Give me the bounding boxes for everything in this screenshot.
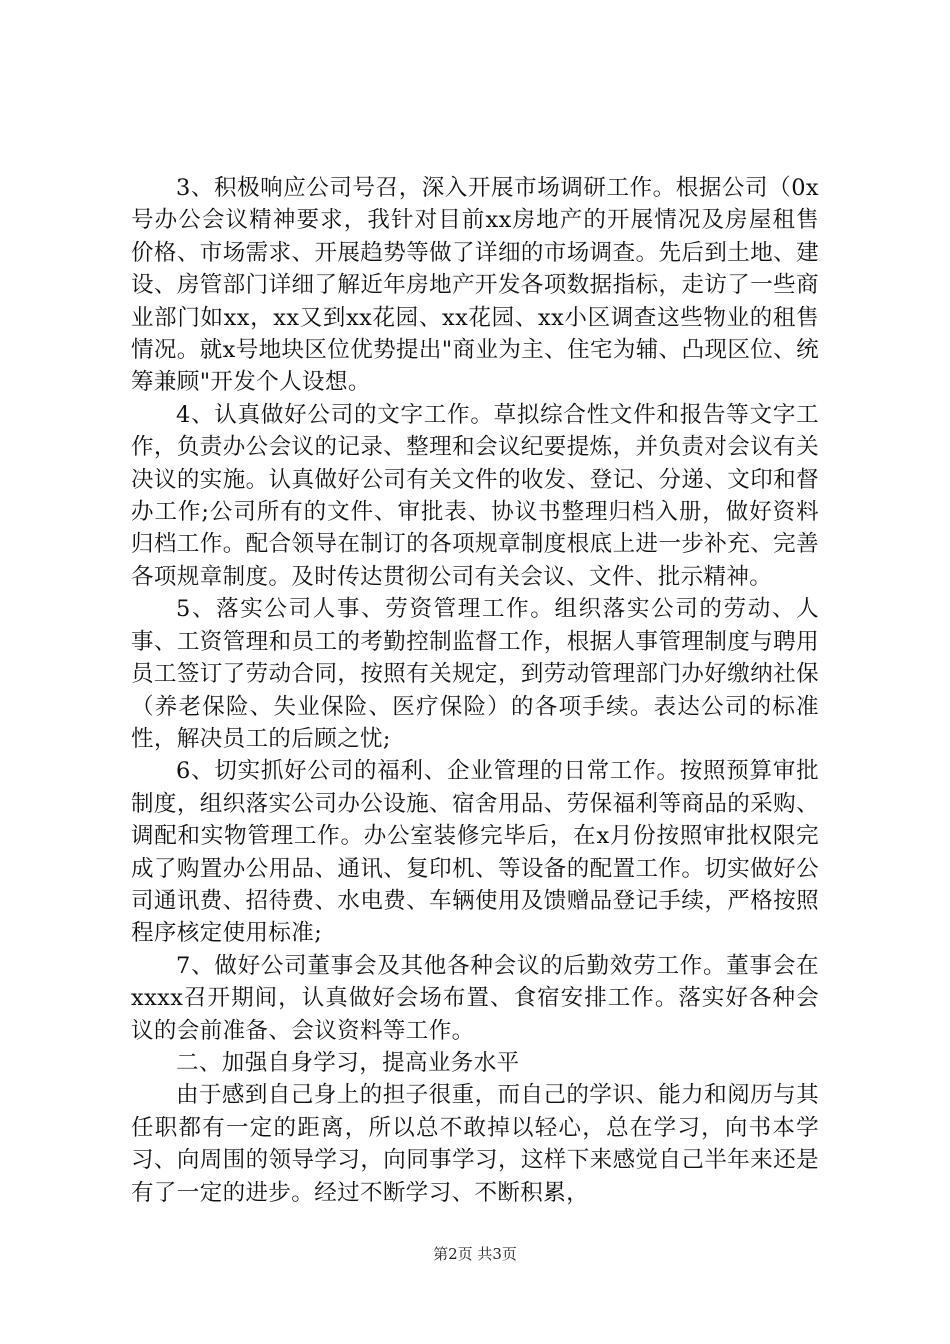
paragraph-item-4: 4、认真做好公司的文字工作。草拟综合性文件和报告等文字工作，负责办公会议的记录、整理和会议纪要提炼，并负责对会议有关决议的实施。认真做好公司有关文件的收发、登记、分递、文印和督办工作;公司所有的文件、审批表、协议书整理归档入册，做好资料归档工作。配合领导在制订的各项规章制度根底上进一步补充、完善各项规章制度。及时传达贯彻公司有关会议、文件、批示精神。: [131, 401, 819, 590]
page-number-footer: 第2页 共3页: [433, 1245, 517, 1263]
closing-paragraph: 由于感到自己身上的担子很重，而自己的学识、能力和阅历与其任职都有一定的距离，所以总不敢掉以轻心，总在学习，向书本学习、向周围的领导学习，向同事学习，这样下来感觉自己半年来还是有了一定的进步。经过不断学习、不断积累，: [131, 1082, 819, 1206]
paragraph-item-5: 5、落实公司人事、劳资管理工作。组织落实公司的劳动、人事、工资管理和员工的考勤控制监督工作，根据人事管理制度与聘用员工签订了劳动合同，按照有关规定，到劳动管理部门办好缴纳社保（养老保险、失业保险、医疗保险）的各项手续。表达公司的标准性，解决员工的后顾之忧;: [131, 596, 819, 752]
paragraph-item-3: 3、积极响应公司号召，深入开展市场调研工作。根据公司（0x号办公会议精神要求，我针对目前xx房地产的开展情况及房屋租售价格、市场需求、开展趋势等做了详细的市场调查。先后到土地、建设、房管部门详细了解近年房地产开发各项数据指标，走访了一些商业部门如xx，xx又到xx花园、xx花园、xx小区调查这些物业的租售情况。就x号地块区位优势提出"商业为主、住宅为辅、凸现区位、统筹兼顾"开发个人设想。: [131, 175, 819, 396]
paragraph-item-7: 7、做好公司董事会及其他各种会议的后勤效劳工作。董事会在xxxx召开期间，认真做好会场布置、食宿安排工作。落实好各种会议的会前准备、会议资料等工作。: [131, 952, 819, 1044]
section-heading: 二、加强自身学习，提高业务水平: [176, 1049, 520, 1076]
paragraph-item-6: 6、切实抓好公司的福利、企业管理的日常工作。按照预算审批制度，组织落实公司办公设施、宿舍用品、劳保福利等商品的采购、调配和实物管理工作。办公室装修完毕后，在x月份按照审批权限完成了购置办公用品、通讯、复印机、等设备的配置工作。切实做好公司通讯费、招待费、水电费、车辆使用及馈赠品登记手续，严格按照程序核定使用标准;: [131, 758, 819, 947]
document-body: [131, 172, 819, 1209]
